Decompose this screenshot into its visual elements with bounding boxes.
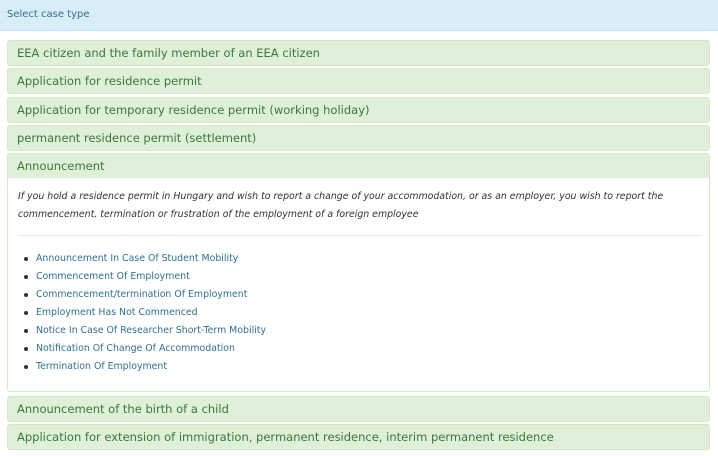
case-type-announcement[interactable]: Announcement bbox=[7, 153, 710, 179]
bullet-icon bbox=[24, 293, 28, 297]
link-commencement-of-employment[interactable]: Commencement Of Employment bbox=[36, 271, 190, 282]
link-student-mobility[interactable]: Announcement In Case Of Student Mobility bbox=[36, 253, 239, 264]
link-employment-not-commenced[interactable]: Employment Has Not Commenced bbox=[36, 307, 198, 318]
bullet-icon bbox=[24, 275, 28, 279]
bullet-icon bbox=[24, 311, 28, 315]
list-item bbox=[20, 268, 266, 286]
list-item bbox=[20, 286, 266, 304]
case-type-birth-announcement[interactable]: Announcement of the birth of a child bbox=[7, 396, 710, 422]
list-item bbox=[20, 358, 266, 376]
announcement-description: If you hold a residence permit in Hungary and wish to report a change of your accommodation, or as an employer, you wish to report the commencement, termination or frustration of the employment of a foreign employee bbox=[18, 191, 664, 220]
case-type-permanent-residence-permit[interactable]: permanent residence permit (settlement) bbox=[7, 125, 710, 151]
link-commencement-termination[interactable]: Commencement/termination Of Employment bbox=[36, 289, 248, 300]
divider bbox=[18, 235, 701, 236]
list-item bbox=[20, 250, 266, 268]
bullet-icon bbox=[24, 257, 28, 261]
select-case-type-header bbox=[0, 0, 718, 31]
case-type-extension-immigration[interactable]: Application for extension of immigration, permanent residence, interim permanent residence bbox=[7, 424, 710, 450]
header-title: Select case type bbox=[7, 9, 90, 20]
case-type-temporary-residence-permit[interactable]: Application for temporary residence permit (working holiday) bbox=[7, 97, 710, 123]
case-type-residence-permit[interactable]: Application for residence permit bbox=[7, 68, 710, 94]
list-item bbox=[20, 340, 266, 358]
list-item bbox=[20, 304, 266, 322]
list-item bbox=[20, 322, 266, 340]
bullet-icon bbox=[24, 347, 28, 351]
case-type-eea-citizen[interactable]: EEA citizen and the family member of an EEA citizen bbox=[7, 40, 710, 66]
announcement-panel-body bbox=[7, 178, 710, 392]
announcement-link-list bbox=[20, 250, 266, 376]
bullet-icon bbox=[24, 365, 28, 369]
link-researcher-mobility[interactable]: Notice In Case Of Researcher Short-Term Mobility bbox=[36, 325, 266, 336]
link-termination-of-employment[interactable]: Termination Of Employment bbox=[36, 361, 168, 372]
link-change-of-accommodation[interactable]: Notification Of Change Of Accommodation bbox=[36, 343, 235, 354]
bullet-icon bbox=[24, 329, 28, 333]
